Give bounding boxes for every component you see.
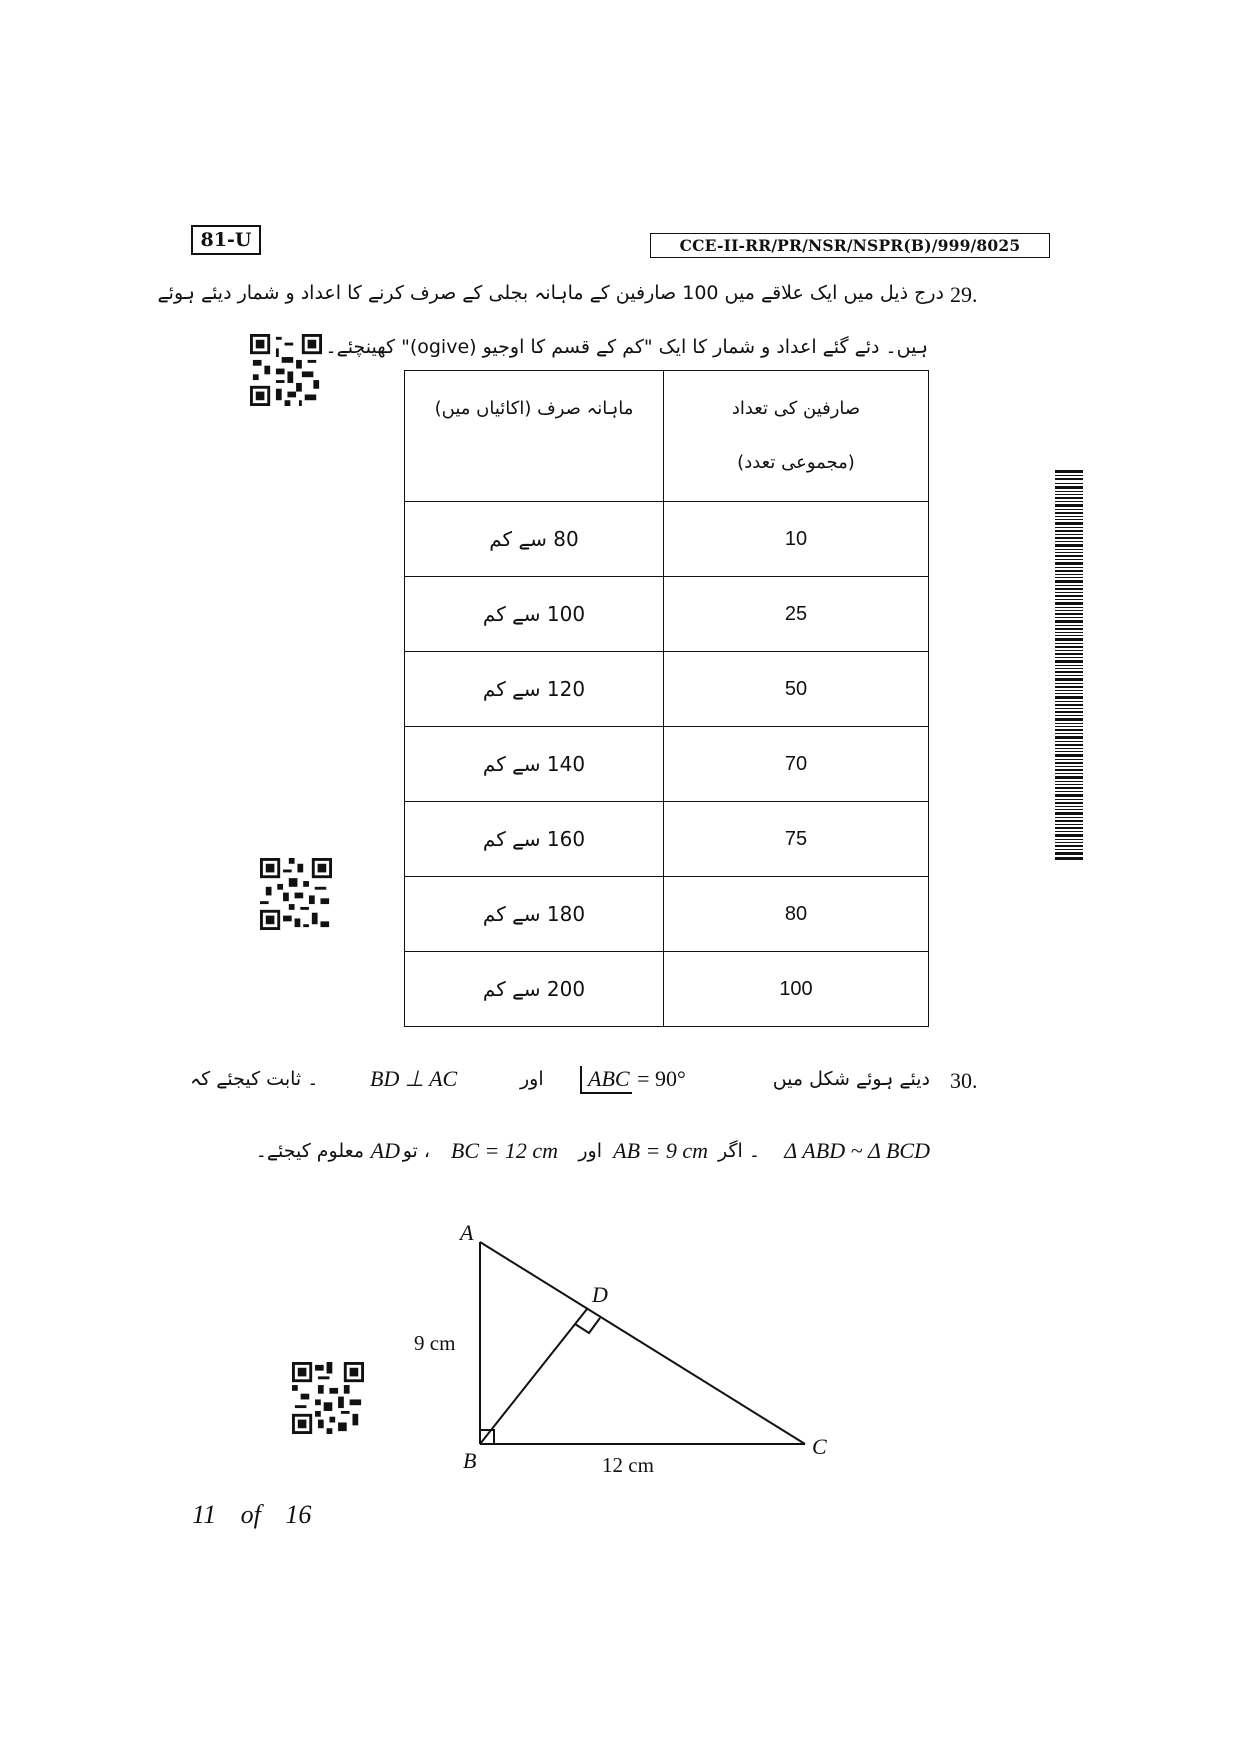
vertex-a-label: A: [460, 1220, 474, 1245]
consumers-cell: 100: [664, 952, 929, 1027]
altitude-bd: [480, 1309, 587, 1444]
consumption-cell: 80 سے کم: [405, 502, 664, 577]
reference-code: CCE-II-RR/PR/NSR/NSPR(B)/999/8025: [650, 233, 1050, 258]
right-triangle-figure: [400, 1210, 860, 1480]
cumulative-frequency-table: [404, 370, 929, 1027]
angle-expression: [580, 1066, 686, 1094]
question-30-number: 30.: [950, 1068, 978, 1093]
perpendicular-expression: BD ⊥ AC: [370, 1066, 458, 1091]
question-30-text-e: اور: [578, 1140, 602, 1162]
consumption-cell: 100 سے کم: [405, 577, 664, 652]
consumers-cell: 50: [664, 652, 929, 727]
consumers-cell: 80: [664, 877, 929, 952]
ad-expression: AD: [370, 1138, 400, 1163]
side-ab-length: 9 cm: [414, 1331, 456, 1355]
question-30-text-a: دیئے ہوئے شکل میں: [772, 1068, 930, 1090]
question-29-line1: درج ذیل میں ایک علاقے میں 100 صارفین کے ماہانہ بجلی کے صرف کرنے کا اعداد و شمار دیئے ہوئے: [157, 282, 944, 304]
question-30-text-f: ، تو: [402, 1140, 430, 1162]
side-ac: [480, 1242, 805, 1444]
consumers-cell: 75: [664, 802, 929, 877]
table-header-row: [405, 371, 929, 502]
consumption-cell: 120 سے کم: [405, 652, 664, 727]
column-header-consumers-line2: (مجموعی تعدد): [737, 452, 855, 473]
table-row: [405, 727, 929, 802]
consumption-cell: 160 سے کم: [405, 802, 664, 877]
consumers-cell: 25: [664, 577, 929, 652]
question-30-text-g: معلوم کیجئے۔: [255, 1140, 364, 1162]
page-number: [192, 1500, 311, 1530]
table-row: [405, 802, 929, 877]
question-30-text-b: اور: [520, 1068, 544, 1090]
column-header-consumers-line1: صارفین کی تعداد: [731, 398, 861, 419]
column-header-consumption-label: ماہانہ صرف (اکائیاں میں): [434, 398, 634, 419]
page-current: 11: [192, 1500, 217, 1529]
bc-length-expression: BC = 12 cm: [450, 1138, 558, 1163]
vertex-d-label: D: [592, 1282, 608, 1307]
table-row: [405, 577, 929, 652]
table-row: [405, 877, 929, 952]
barcode-icon: [1055, 470, 1083, 860]
question-30-line2: [240, 1134, 930, 1170]
question-30-text-c: ۔ ثابت کیجئے کہ: [190, 1068, 319, 1090]
qr-code-icon: [292, 1362, 364, 1434]
qr-code-icon: [260, 858, 332, 930]
table-row: [405, 652, 929, 727]
vertex-c-label: C: [812, 1434, 827, 1459]
question-30-text-d: ۔ اگر: [718, 1140, 760, 1162]
page-of: of: [240, 1500, 261, 1529]
consumption-cell: 200 سے کم: [405, 952, 664, 1027]
vertex-b-label: B: [463, 1448, 477, 1473]
qr-code-icon: [250, 334, 322, 406]
consumption-cell: 140 سے کم: [405, 727, 664, 802]
paper-code: 81-U: [191, 225, 261, 255]
side-bc-length: 12 cm: [602, 1453, 654, 1477]
consumers-cell: 70: [664, 727, 929, 802]
angle-abc-symbol: ABC: [580, 1066, 632, 1094]
consumption-cell: 180 سے کم: [405, 877, 664, 952]
question-29-line2: ہیں۔ دئے گئے اعداد و شمار کا ایک "کم کے قسم کا اوجیو (ogive)" کھینچئے۔: [325, 336, 928, 358]
page-total: 16: [285, 1500, 312, 1529]
column-header-consumers: [664, 371, 929, 502]
table-row: [405, 952, 929, 1027]
angle-value: = 90°: [637, 1066, 686, 1091]
question-30-line1: [190, 1062, 930, 1098]
similarity-expression: Δ ABD ~ Δ BCD: [784, 1138, 930, 1163]
column-header-consumption: [405, 371, 664, 502]
ab-length-expression: AB = 9 cm: [613, 1138, 708, 1163]
question-29-number: 29.: [950, 282, 978, 307]
table-row: [405, 502, 929, 577]
consumers-cell: 10: [664, 502, 929, 577]
